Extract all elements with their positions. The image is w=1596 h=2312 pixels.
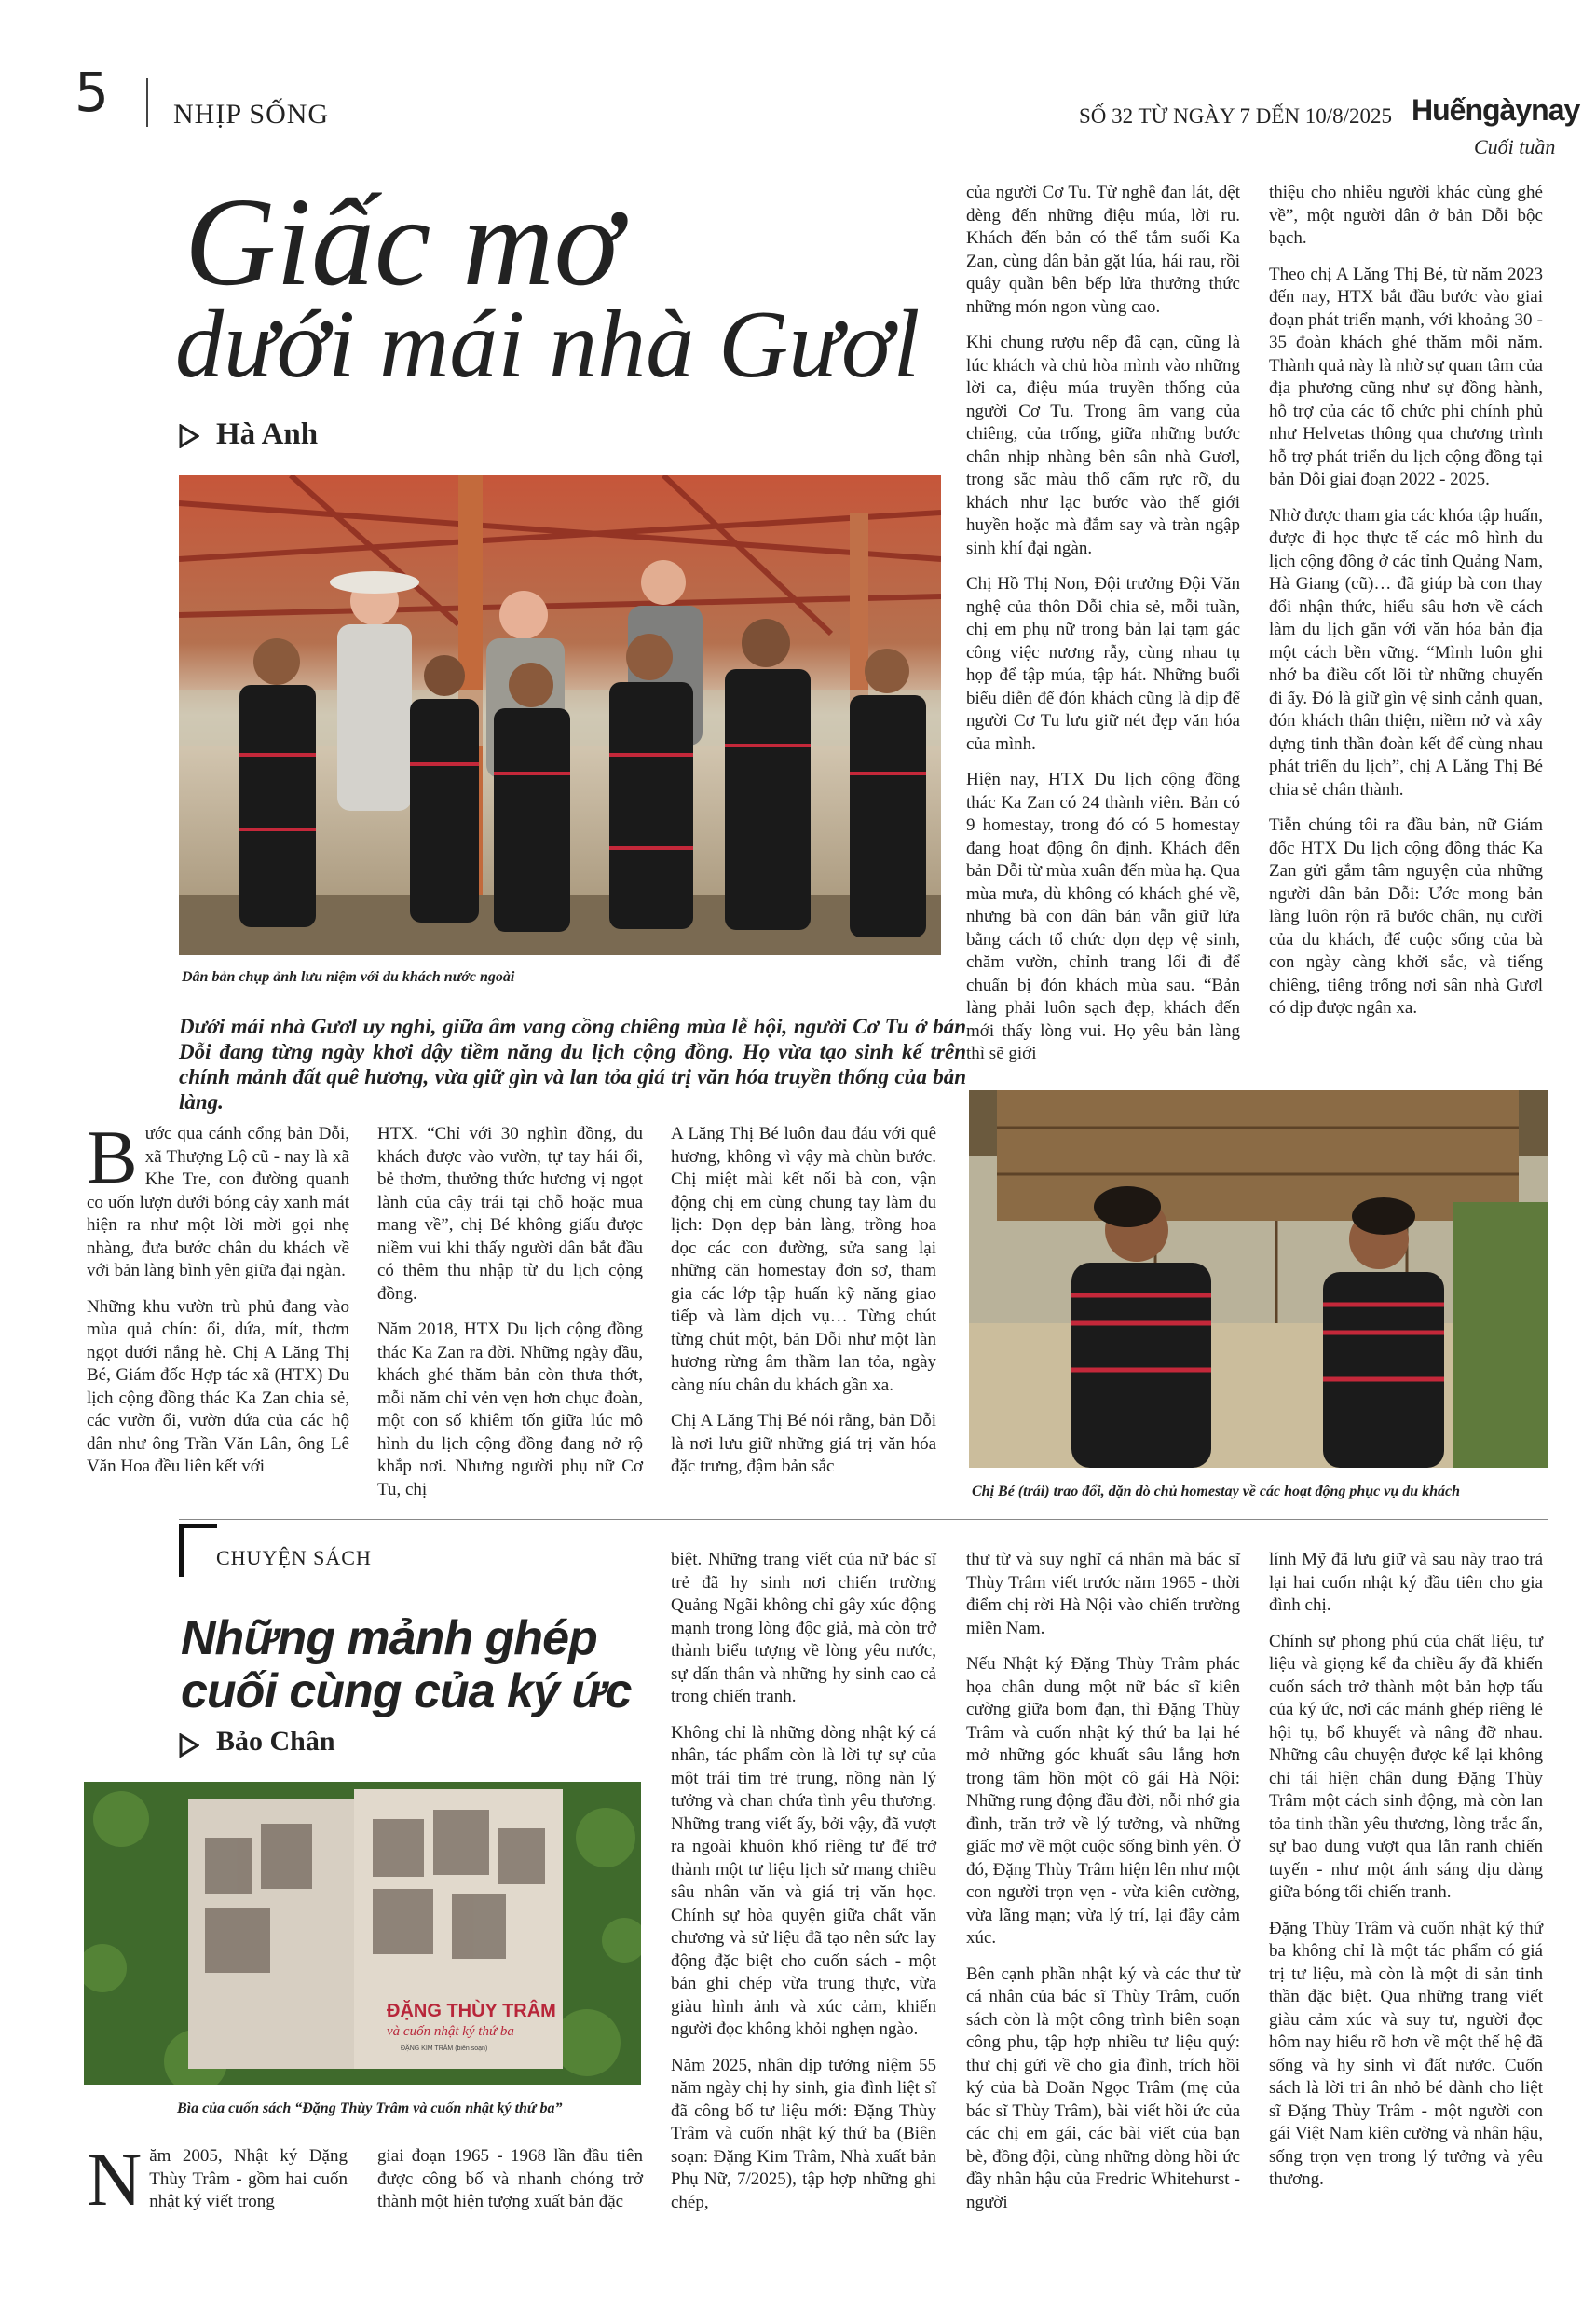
article-title-line2: dưới mái nhà Gươl: [175, 291, 921, 398]
photo1-caption: Dân bản chụp ảnh lưu niệm với du khách nước ngoài: [182, 969, 515, 985]
article1-column-2: [377, 1123, 643, 1514]
article2-title-line2: cuối cùng của ký ức: [181, 1664, 632, 1718]
paragraph: giai đoạn 1965 - 1968 lần đầu tiên được công bố và nhanh chóng trở thành một hiện tượng xuất bản đặc: [377, 2146, 643, 2211]
paragraph: ăm 2005, Nhật ký Đặng Thùy Trâm - gồm hai cuốn nhật ký viết trong: [149, 2146, 348, 2211]
article2-column-2: [377, 2145, 643, 2227]
kicker-frame: [179, 1524, 217, 1577]
paragraph: Tiễn chúng tôi ra đầu bản, nữ Giám đốc HTX Du lịch cộng đồng thác Ka Zan gửi gắm tâm nguyện của những người dân bản Dỗi: Ước mong bản làng luôn rộn rã bước chân, nụ cười của du khách, để cuộc sống của bà con ngày càng khởi sắc, và tiếng chiêng, tiếng trống nơi sân nhà Gươl có dịp được ngân xa.: [1269, 815, 1543, 1018]
article2-kicker: CHUYỆN SÁCH: [216, 1546, 372, 1569]
book-cover-subtitle: và cuốn nhật ký thứ ba: [387, 2024, 514, 2039]
article2-column-3: [671, 1549, 936, 2227]
paragraph: biệt. Những trang viết của nữ bác sĩ trẻ đã hy sinh nơi chiến trường Quảng Ngãi không chỉ gây xúc động mạnh trong lòng độc giả, mà còn trở thành biểu tượng về lòng yêu nước, sự dấn thân và những hy sinh cao cả trong chiến tranh.: [671, 1550, 936, 1706]
paragraph: Bên cạnh phần nhật ký và các thư từ cá nhân của bác sĩ Thùy Trâm, cuốn sách còn là một công trình biên soạn công phu, tập hợp nhiều tư liệu quý: thư chị gửi về cho gia đình, trích hồi ký của bà Doãn Ngọc Trâm (mẹ của bác sĩ Thùy Trâm), bài viết hồi ức của các chị em gái, các bài viết của bạn bè, đồng đội, cùng những dòng hồi ức đầy nhân hậu của Fredric Whitehurst - người: [966, 1963, 1240, 2212]
article2-column-4: [966, 1549, 1240, 2227]
publication-logo: Huếngàynay: [1412, 93, 1580, 127]
paragraph: Nhờ được tham gia các khóa tập huấn, được đi học thực tế các mô hình du lịch cộng đồng ở các tỉnh Quảng Nam, Hà Giang (cũ)… đã giúp bà con thay đổi nhận thức, hiểu sâu hơn về cách làm du lịch gắn với văn hóa bản địa một cách bền vững. “Mình luôn ghi nhớ ba điều cốt lõi từ những chuyến đi ấy. Đó là giữ gìn vệ sinh cảnh quan, đón khách thân thiện, niềm nở và xây dựng tinh thần đoàn kết để cùng nhau phát triển du lịch”, chị A Lăng Thị Bé chia sẻ chân thành.: [1269, 505, 1543, 800]
paragraph: Những khu vườn trù phủ đang vào mùa quả chín: ổi, dứa, mít, thơm ngọt dưới nắng hè. Chị A Lăng Thị Bé, Giám đốc Hợp tác xã (HTX) Du lịch cộng đồng thác Ka Zan chia sẻ, các vườn ổi, vườn dứa của các hộ dân như ông Trần Văn Lân, ông Lê Văn Hoa đều liên kết với: [87, 1296, 349, 1476]
article1-column-1: [87, 1115, 349, 1492]
paragraph: Chính sự phong phú của chất liệu, tư liệu và giọng kể đa chiều ấy đã khiến cuốn sách trở thành một bản hợp tấu của ký ức, nơi các mảnh ghép riêng lẻ hội tụ, bổ khuyết và nâng đỡ nhau. Những câu chuyện được kể lại không chỉ tái hiện chân dung Đặng Thùy Trâm một cách sinh động, mà còn lan tỏa tinh thần yêu thương, lòng trắc ẩn, sự bao dung vượt qua lằn ranh chiến tuyến - như một ánh sáng dịu dàng giữa bóng tối chiến tranh.: [1269, 1631, 1543, 1902]
paragraph: thiệu cho nhiều người khác cùng ghé về”, một người dân ở bản Dỗi bộc bạch.: [1269, 183, 1543, 248]
paragraph: A Lăng Thị Bé luôn đau đáu với quê hương, không vì vậy mà chùn bước. Chị miệt mài kết nối bà con, vận động chị em cùng chung tay làm du lịch: Dọn dẹp bản làng, trồng hoa dọc các con đường, sửa sang lại những căn homestay đơn sơ, tham gia các lớp tập huấn kỹ năng giao tiếp và làm dịch vụ… Từng chút từng chút một, bản Dỗi như một làn hương rừng âm thầm lan tỏa, ngày càng níu chân du khách gần xa.: [671, 1124, 936, 1395]
article-author: Hà Anh: [216, 417, 319, 451]
paragraph: của người Cơ Tu. Từ nghề đan lát, dệt dèng đến những điệu múa, lời ru. Khách đến bản có thể tắm suối Ka Zan, cùng dân bản gặt lúa, hái rau, rồi quây quần bên bếp lửa thưởng thức những món ngon vùng cao.: [966, 183, 1240, 317]
paragraph: ước qua cánh cổng bản Dỗi, xã Thượng Lộ cũ - nay là xã Khe Tre, con đường quanh co uốn lượn dưới bóng cây xanh mát hiện ra như một lời mời gọi nhẹ nhàng, đưa bước chân du khách về với bản làng bình yên giữa đại ngàn.: [87, 1124, 349, 1280]
group-photo: [179, 475, 941, 955]
paragraph: Khi chung rượu nếp đã cạn, cũng là lúc khách và chủ hòa mình vào những lời ca, điệu múa truyền thống của người Cơ Tu. Trong âm vang của chiêng, của trống, giữa những bước chân nhịp nhàng bên sân nhà Gươl, trong sắc màu thổ cẩm rực rỡ, du khách như lạc bước vào thế giới huyền hoặc mà đắm say và tràn ngập sinh khí đại ngàn.: [966, 333, 1240, 558]
article2-title-line1: Những mảnh ghép: [181, 1611, 597, 1665]
paragraph: Chị Hồ Thị Non, Đội trưởng Đội Văn nghệ của thôn Dỗi chia sẻ, mỗi tuần, chị em phụ nữ trong bản lại tạm gác công việc nương rẫy, cùng nhau tụ họp để tập múa, tập hát. Những buổi biểu diễn để đón khách cũng là dịp để người Cơ Tu lưu giữ nét đẹp văn hóa của mình.: [966, 574, 1240, 754]
paragraph: Chị A Lăng Thị Bé nói rằng, bản Dỗi là nơi lưu giữ những giá trị văn hóa đặc trưng, đậm bản sắc: [671, 1411, 936, 1476]
page-number: 5: [75, 61, 109, 124]
article-lead: Dưới mái nhà Gươl uy nghi, giữa âm vang cồng chiêng mùa lễ hội, người Cơ Tu ở bản Dỗi đang từng ngày khơi dậy tiềm năng du lịch cộng đồng. Họ vừa tạo sinh kế trên chính mảnh đất quê hương, vừa giữ gìn và lan tỏa giá trị văn hóa truyền thống của bản làng.: [179, 1015, 966, 1114]
article2-column-5: [1269, 1549, 1543, 2205]
paragraph: thư từ và suy nghĩ cá nhân mà bác sĩ Thùy Trâm viết trước năm 1965 - thời điểm chị rời Hà Nội vào chiến trường miền Nam.: [966, 1550, 1240, 1638]
drop-cap: B: [87, 1115, 138, 1199]
issue-info: SỐ 32 TỪ NGÀY 7 ĐẾN 10/8/2025: [1079, 104, 1393, 128]
section-name: NHỊP SỐNG: [173, 99, 330, 130]
publication-logo-sub: Cuối tuần: [1474, 135, 1556, 158]
article2-title: [181, 1612, 631, 1718]
paragraph: HTX. “Chỉ với 30 nghìn đồng, du khách được vào vườn, tự tay hái ổi, bẻ thơm, thưởng thức hương vị ngọt lành của cây trái tại chỗ hoặc mua mang về”, chị Bé không giấu được niềm vui khi thấy người dân bắt đầu có thêm thu nhập từ du lịch cộng đồng.: [377, 1124, 643, 1304]
paragraph: Không chỉ là những dòng nhật ký cá nhân, tác phẩm còn là lời tự sự của một trái tim trẻ trung, nồng nàn lý tưởng và chan chứa tình yêu thương. Những trang viết ấy, bởi vậy, đã vượt ra ngoài khuôn khổ riêng tư để trở thành một tư liệu lịch sử mang chiều sâu nhân văn và giá trị văn học. Chính sự hòa quyện giữa chất văn chương và sử liệu đã tạo nên sức lay động đặc biệt cho cuốn sách - một bản ghi chép vừa trung thực, vừa giàu hình ảnh và xúc cảm, khiến người đọc không khỏi nghẹn ngào.: [671, 1722, 936, 2039]
article2-column-1: [87, 2137, 348, 2227]
article1-column-4: [966, 182, 1240, 1079]
article2-author: Bảo Chân: [216, 1726, 335, 1757]
paragraph: Theo chị A Lăng Thị Bé, từ năm 2023 đến nay, HTX bắt đầu bước vào giai đoạn phát triển mạnh, với khoảng 30 - 35 đoàn khách ghé thăm mỗi năm. Thành quả này là nhờ sự quan tâm của địa phương cũng như sự đồng hành, hỗ trợ của các tổ chức phi chính phủ như Helvetas thông qua chương trình hỗ trợ phát triển du lịch cộng đồng tại bản Dỗi giai đoạn 2022 - 2025.: [1269, 264, 1543, 489]
book-cover-title: ĐẶNG THÙY TRÂM: [387, 2001, 556, 2021]
header-divider: [146, 78, 148, 127]
article1-column-5: [1269, 182, 1543, 1033]
paragraph: Đặng Thùy Trâm và cuốn nhật ký thứ ba không chỉ là một tác phẩm có giá trị tư liệu, mà còn là một di sản tinh thần đặc biệt. Qua những trang viết giàu cảm xúc và suy tư, người đọc hôm nay hiểu rõ hơn về một thế hệ đã sống và hy sinh vì đất nước. Cuốn sách là lời tri ân nhỏ bé dành cho liệt sĩ Đặng Thùy Trâm - một người con gái Việt Nam kiên cường và nhân hậu, sống trọn vẹn trong lý tưởng và yêu thương.: [1269, 1918, 1543, 2189]
photo2-caption: Chị Bé (trái) trao đổi, dặn dò chủ homestay về các hoạt động phục vụ du khách: [972, 1484, 1461, 1499]
book-cover-author: ĐẶNG KIM TRÂM (biên soạn): [401, 2045, 488, 2052]
paragraph: Hiện nay, HTX Du lịch cộng đồng thác Ka Zan có 24 thành viên. Bản có 9 homestay, trong đó có 5 homestay đang hoạt động ổn định. Khách đến bản Dỗi từ mùa xuân đến mùa hạ. Qua mùa mưa, dù không có khách ghé về, nhưng bà con dân bản vẫn giữ lửa bằng cách tổ chức dọn dẹp vệ sinh, chăm vườn, chỉnh trang lối đi để chuẩn bị đón khách mùa sau. “Bản làng phải luôn sạch đẹp, khách đến mới thấy lòng vui. Họ yêu bản làng thì sẽ giới: [966, 770, 1240, 1063]
article1-column-3: [671, 1123, 936, 1492]
author-marker-icon: [179, 1733, 199, 1758]
paragraph: Năm 2018, HTX Du lịch cộng đồng thác Ka Zan ra đời. Những ngày đầu, khách ghé thăm bản còn thưa thớt, mỗi năm chỉ vẻn vẹn hơn chục đoàn, một con số khiêm tốn giữa lúc mô hình du lịch cộng đồng đang nở rộ khắp nơi. Nhưng người phụ nữ Cơ Tu, chị: [377, 1320, 643, 1499]
author-marker-icon: [179, 424, 199, 448]
section-divider: [179, 1519, 1548, 1520]
homestay-photo: [969, 1090, 1548, 1468]
paragraph: Năm 2025, nhân dịp tưởng niệm 55 năm ngày chị hy sinh, gia đình liệt sĩ đã công bố tư liệu mới: Đặng Thùy Trâm và cuốn nhật ký thứ ba (Biên soạn: Đặng Kim Trâm, Nhà xuất bản Phụ Nữ, 7/2025), tập hợp những ghi chép,: [671, 2055, 936, 2212]
book-photo-caption: Bìa của cuốn sách “Đặng Thùy Trâm và cuốn nhật ký thứ ba”: [177, 2100, 563, 2116]
article-title-line1: Giấc mơ: [184, 172, 622, 312]
drop-cap: N: [87, 2137, 143, 2222]
paragraph: lính Mỹ đã lưu giữ và sau này trao trả lại hai cuốn nhật ký đầu tiên cho gia đình chị.: [1269, 1550, 1543, 1615]
book-cover-photo: [84, 1782, 641, 2085]
paragraph: Nếu Nhật ký Đặng Thùy Trâm phác họa chân dung một nữ bác sĩ kiên cường giữa bom đạn, thì Đặng Thùy Trâm và cuốn nhật ký thứ ba lại hé mở những góc khuất sâu lắng hơn trong tâm hồn một cô gái Hà Nội: Những rung động đầu đời, nỗi nhớ gia đình, trăn trở về lý tưởng, và những giấc mơ về một cuộc sống bình yên. Ở đó, Đặng Thùy Trâm hiện lên như một con người trọn vẹn - vừa kiên cường, vừa lãng mạn; vừa lý trí, lại đầy cảm xúc.: [966, 1654, 1240, 1948]
